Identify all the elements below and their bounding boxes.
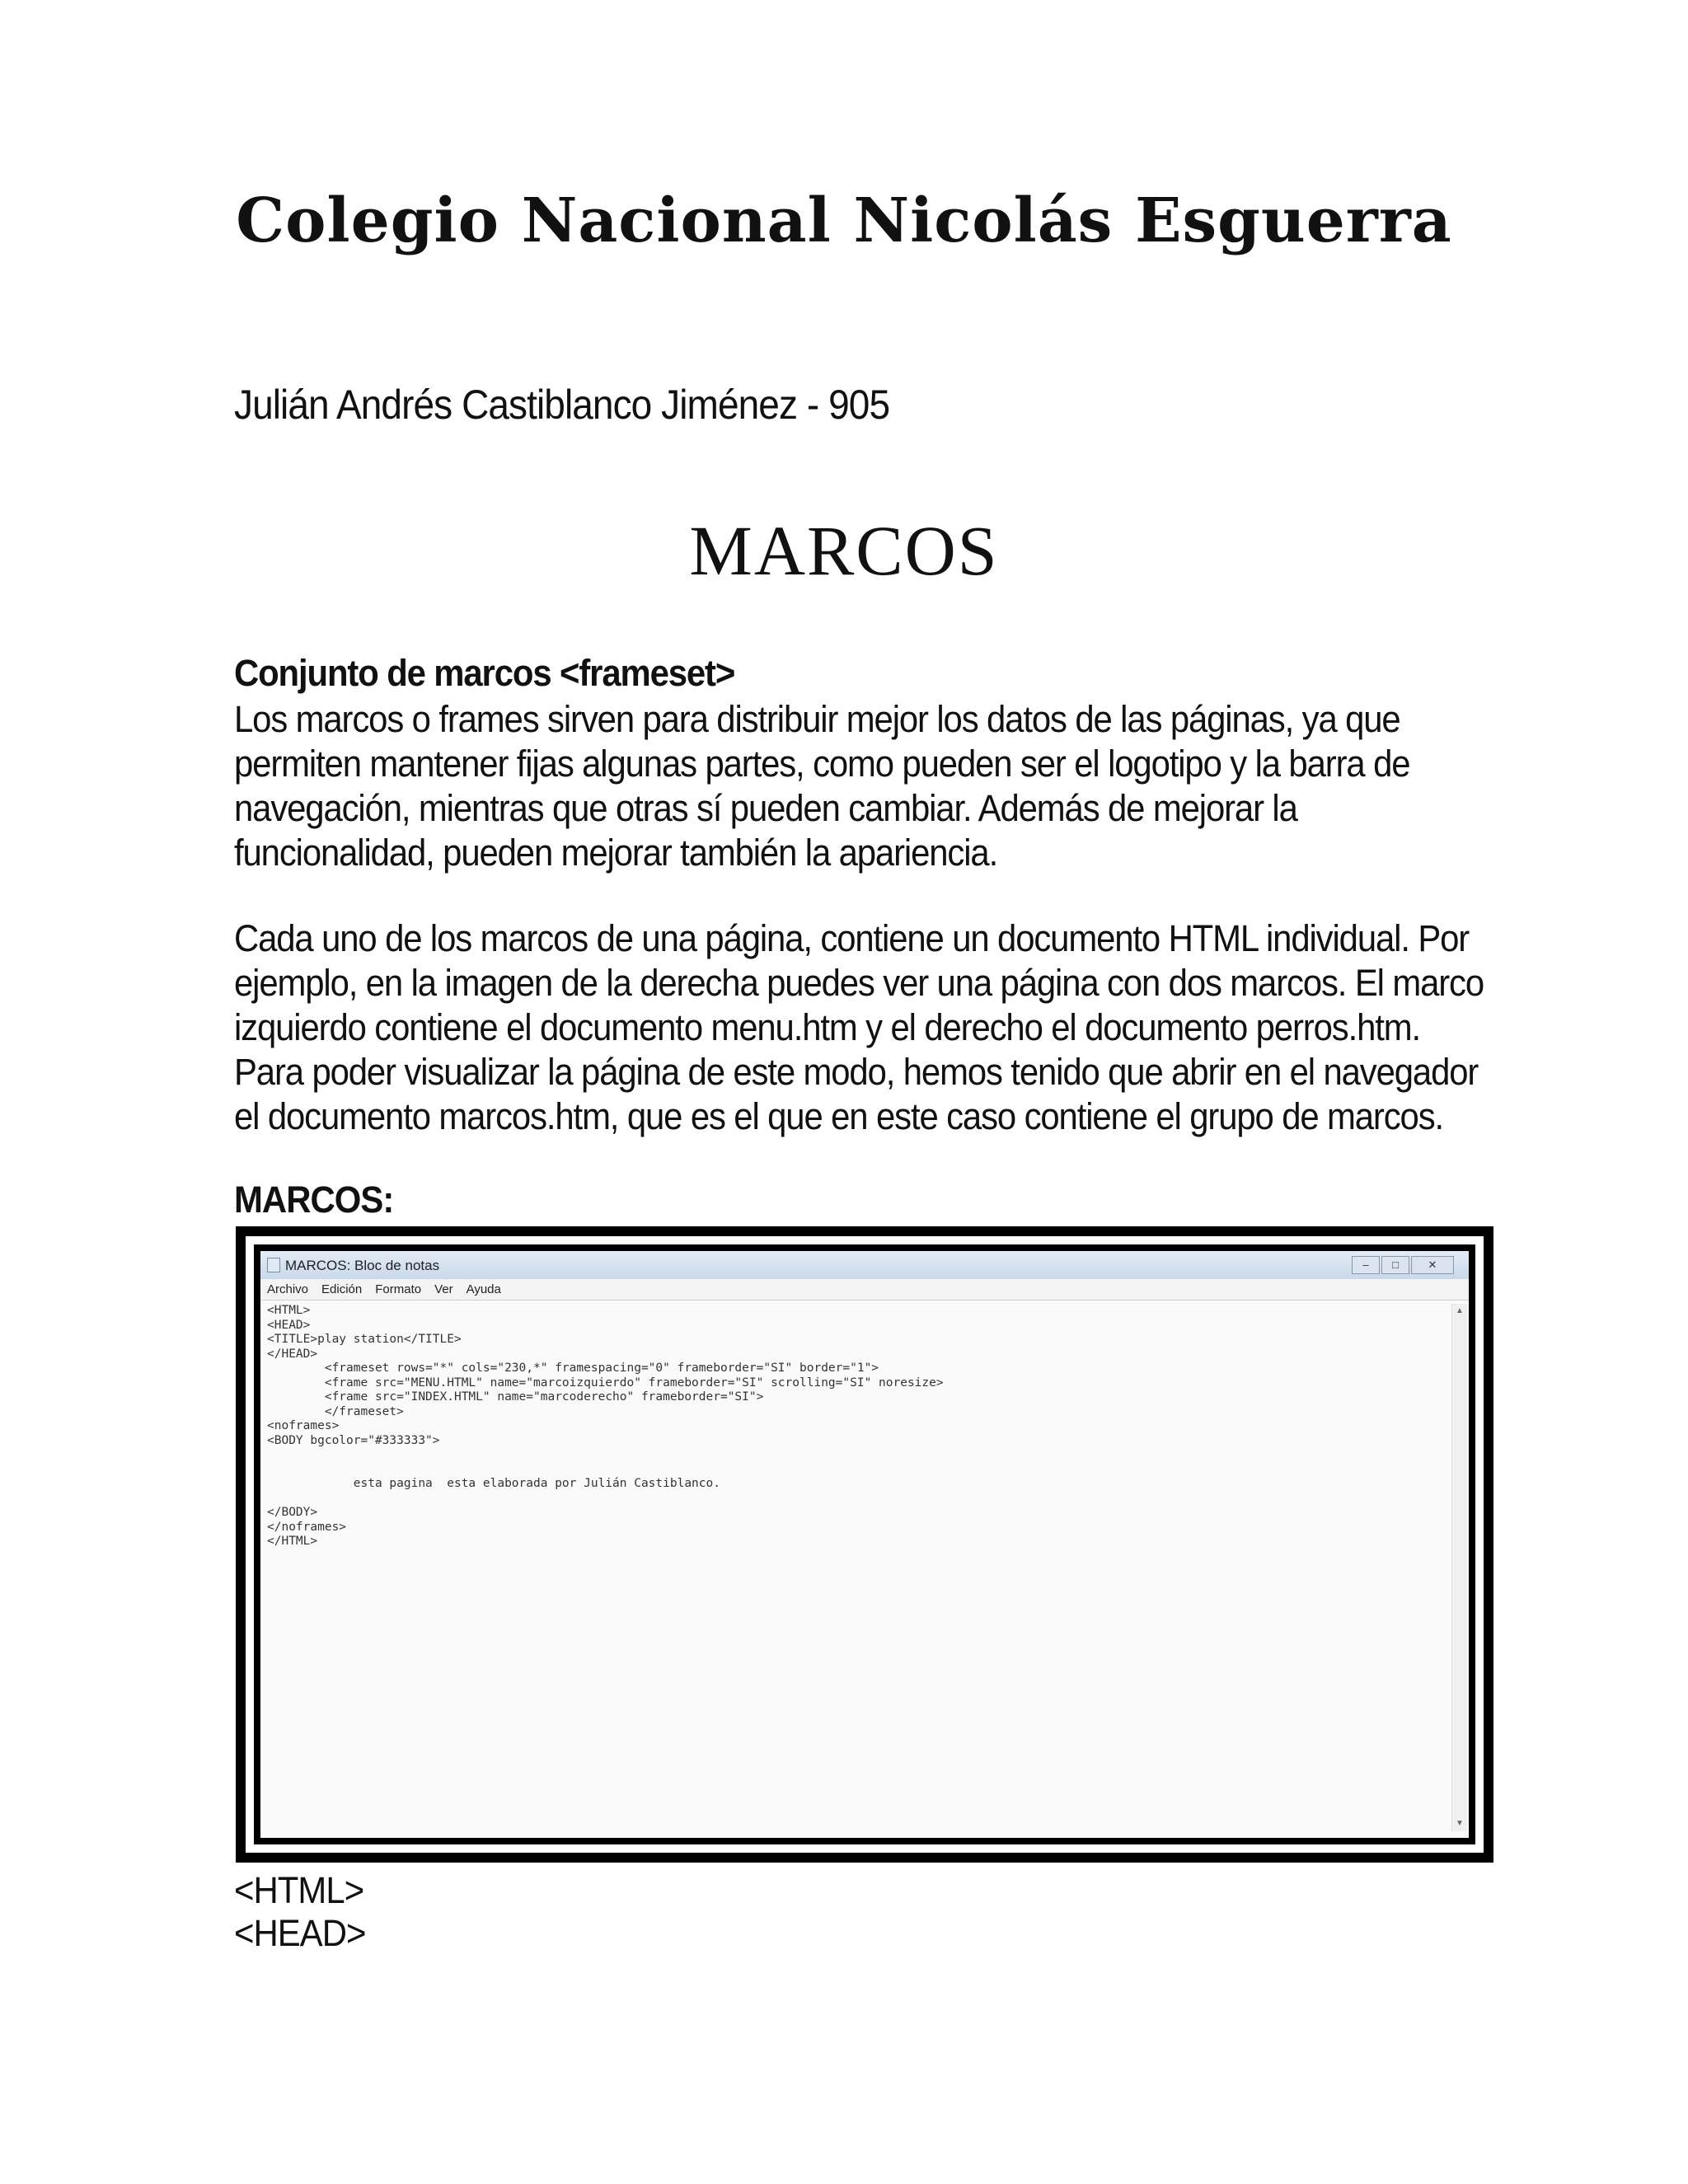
code-line (267, 1463, 1449, 1478)
notepad-scrollbar (1451, 1304, 1467, 1831)
window-title: MARCOS: Bloc de notas (285, 1258, 440, 1273)
paragraph-line: funcionalidad, pueden mejorar también la apariencia. (234, 832, 998, 874)
code-line: <HTML> (267, 1304, 311, 1317)
code-line: </HEAD> (267, 1347, 318, 1361)
code-line: <frame src="INDEX.HTML" name="marcoderecho" frameborder="SI"> (267, 1390, 764, 1404)
code-line (267, 1448, 1449, 1463)
marcos-label: MARCOS: (234, 1179, 394, 1221)
school-title: Colegio Nacional Nicolás Esguerra (236, 185, 1452, 256)
notepad-icon (267, 1258, 280, 1272)
code-line: <frameset rows="*" cols="230,*" framespacing="0" frameborder="SI" border="1"> (267, 1361, 879, 1375)
code-line: esta pagina esta elaborada por Julián Castiblanco. (267, 1477, 720, 1490)
paragraph-line: izquierdo contiene el documento menu.htm y el derecho el documento perros.htm. (234, 1006, 1421, 1048)
maximize-icon: □ (1381, 1256, 1409, 1274)
code-line: </BODY> (267, 1506, 318, 1519)
code-line-head: <HEAD> (234, 1912, 366, 1954)
paragraph-line: navegación, mientras que otras sí pueden cambiar. Además de mejorar la (234, 787, 1297, 829)
code-line (267, 1492, 1449, 1507)
code-line: <noframes> (267, 1419, 340, 1432)
author-line: Julián Andrés Castiblanco Jiménez - 905 (234, 382, 890, 428)
scroll-up-icon: ▲ (1456, 1306, 1464, 1315)
code-line-html: <HTML> (234, 1869, 364, 1911)
code-line: <TITLE>play station</TITLE> (267, 1333, 462, 1346)
screenshot-image (236, 1226, 1493, 1863)
paragraph-line: Los marcos o frames sirven para distribuir mejor los datos de las páginas, ya que (234, 698, 1400, 740)
menu-formato: Formato (375, 1282, 422, 1296)
menu-ayuda: Ayuda (466, 1282, 501, 1296)
notepad-menubar (260, 1279, 1469, 1301)
code-line: </frameset> (267, 1404, 404, 1418)
code-line: <frame src="MENU.HTML" name="marcoizquierdo" frameborder="SI" scrolling="SI" noresize> (267, 1376, 944, 1390)
minimize-icon: – (1352, 1256, 1380, 1274)
code-line: <BODY bgcolor="#333333"> (267, 1433, 440, 1447)
paragraph-line: Para poder visualizar la página de este modo, hemos tenido que abrir en el navegador (234, 1051, 1479, 1093)
paragraph-frames-example (234, 916, 1484, 1139)
code-line: <HEAD> (267, 1318, 311, 1332)
menu-archivo: Archivo (267, 1282, 309, 1296)
frameset-heading: Conjunto de marcos <frameset> (234, 652, 735, 694)
scroll-down-icon: ▼ (1456, 1819, 1464, 1828)
paragraph-line: el documento marcos.htm, que es el que en este caso contiene el grupo de marcos. (234, 1095, 1444, 1137)
notepad-text-area (267, 1304, 1449, 1831)
paragraph-line: ejemplo, en la imagen de la derecha puedes ver una página con dos marcos. El marco (234, 962, 1484, 1004)
notepad-window (260, 1251, 1469, 1838)
notepad-titlebar (260, 1251, 1469, 1279)
section-title: MARCOS (689, 511, 999, 590)
menu-edicion: Edición (321, 1282, 363, 1296)
menu-ver: Ver (434, 1282, 453, 1296)
close-icon: ✕ (1411, 1256, 1454, 1274)
code-line: </noframes> (267, 1520, 347, 1534)
code-line: </HTML> (267, 1535, 318, 1548)
window-controls (1352, 1256, 1454, 1274)
paragraph-line: Cada uno de los marcos de una página, contiene un documento HTML individual. Por (234, 917, 1470, 959)
paragraph-frames-intro (234, 697, 1414, 875)
paragraph-line: permiten mantener fijas algunas partes, como pueden ser el logotipo y la barra de (234, 743, 1410, 785)
